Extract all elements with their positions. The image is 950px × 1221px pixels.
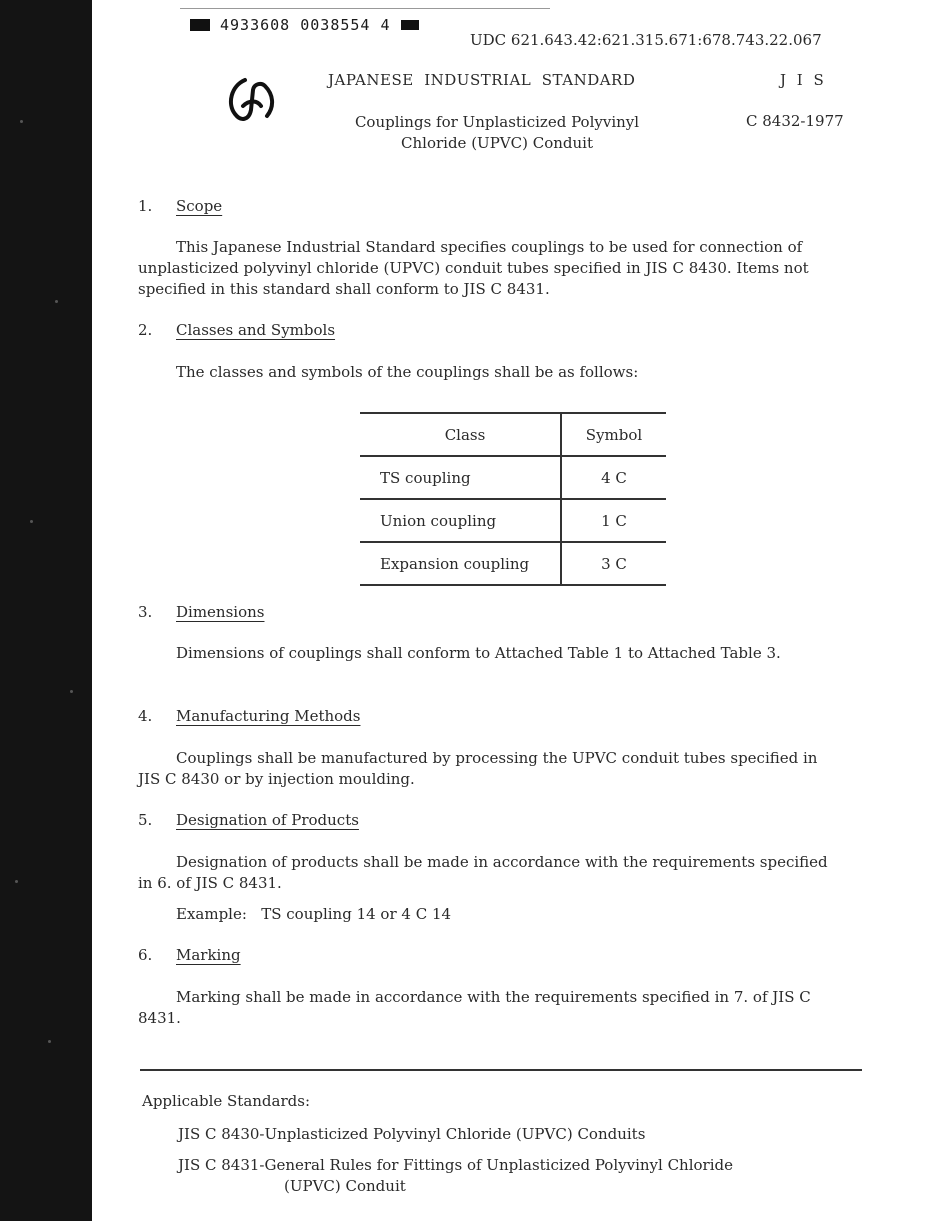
organization-title: JAPANESE INDUSTRIAL STANDARD <box>328 71 636 89</box>
barcode-text: 4933608 0038554 4 <box>220 16 391 34</box>
section-body-classes: The classes and symbols of the couplings shall be as follows: <box>176 363 639 381</box>
barcode-block-icon <box>190 19 210 31</box>
table-row <box>360 499 666 542</box>
table-row <box>360 542 666 585</box>
table-header-cell: Symbol <box>561 413 666 456</box>
section-number: 4. <box>138 707 153 725</box>
jis-logo-icon <box>223 70 283 130</box>
section-number: 3. <box>138 603 153 621</box>
section-heading-designation <box>138 811 359 829</box>
title-line-1: Couplings for Unplasticized Polyvinyl <box>354 113 640 131</box>
table-cell: 4 C <box>561 456 666 499</box>
section-body-scope: This Japanese Industrial Standard specifies couplings to be used for connection of unplasticized polyvinyl chloride (UPVC) conduit tubes specified in JIS C 8430. Items not specified in this standard shall conform to JIS C 8431. <box>138 238 809 298</box>
standard-line: JIS C 8431-General Rules for Fittings of Unplasticized Polyvinyl Chloride <box>178 1156 733 1174</box>
document-title <box>322 112 672 154</box>
designation-example: Example: TS coupling 14 or 4 C 14 <box>176 905 452 923</box>
barcode-block-icon <box>401 20 419 30</box>
section-body-marking: Marking shall be made in accordance with the requirements specified in 7. of JIS C 8431. <box>138 988 811 1027</box>
table-header-cell: Class <box>360 413 561 456</box>
section-body-dimensions: Dimensions of couplings shall conform to Attached Table 1 to Attached Table 3. <box>176 644 781 662</box>
table-cell: Expansion coupling <box>360 542 561 585</box>
applicable-standard-item <box>178 1124 838 1145</box>
table-cell: 1 C <box>561 499 666 542</box>
title-line-2: Chloride (UPVC) Conduit <box>401 134 593 152</box>
section-heading-classes <box>138 321 335 339</box>
section-title: Classes and Symbols <box>176 321 336 339</box>
standard-line: JIS C 8430-Unplasticized Polyvinyl Chloride (UPVC) Conduits <box>178 1125 646 1143</box>
section-heading-dimensions <box>138 603 264 621</box>
section-title: Scope <box>176 197 223 215</box>
section-title: Dimensions <box>176 603 265 621</box>
table-cell: Union coupling <box>360 499 561 542</box>
section-heading-marking <box>138 946 241 964</box>
table-cell: TS coupling <box>360 456 561 499</box>
barcode <box>190 16 419 34</box>
scan-border <box>0 0 92 1221</box>
document-page <box>92 0 950 1221</box>
section-body-designation: Designation of products shall be made in accordance with the requirements specified in 6. of JIS C 8431. <box>138 853 828 892</box>
applicable-standard-item <box>178 1155 838 1197</box>
section-body-manufacturing: Couplings shall be manufactured by processing the UPVC conduit tubes specified in JIS C 8430 or by injection moulding. <box>138 749 818 788</box>
applicable-standards-heading: Applicable Standards: <box>142 1092 310 1110</box>
table-row <box>360 456 666 499</box>
section-number: 1. <box>138 197 153 215</box>
section-number: 2. <box>138 321 153 339</box>
standard-number: C 8432-1977 <box>746 112 844 130</box>
classes-table <box>360 412 666 586</box>
jis-mark: J I S <box>780 71 827 89</box>
section-heading-scope <box>138 197 222 215</box>
section-heading-manufacturing <box>138 707 360 725</box>
section-title: Manufacturing Methods <box>176 707 361 725</box>
table-cell: 3 C <box>561 542 666 585</box>
section-number: 6. <box>138 946 153 964</box>
divider-rule <box>140 1069 862 1071</box>
udc-code: UDC 621.643.42:621.315.671:678.743.22.067 <box>470 31 822 49</box>
table-header-row <box>360 413 666 456</box>
section-title: Marking <box>176 946 241 964</box>
standard-line-continued: (UPVC) Conduit <box>284 1177 406 1195</box>
section-title: Designation of Products <box>176 811 359 829</box>
section-number: 5. <box>138 811 153 829</box>
scan-line <box>180 8 550 9</box>
